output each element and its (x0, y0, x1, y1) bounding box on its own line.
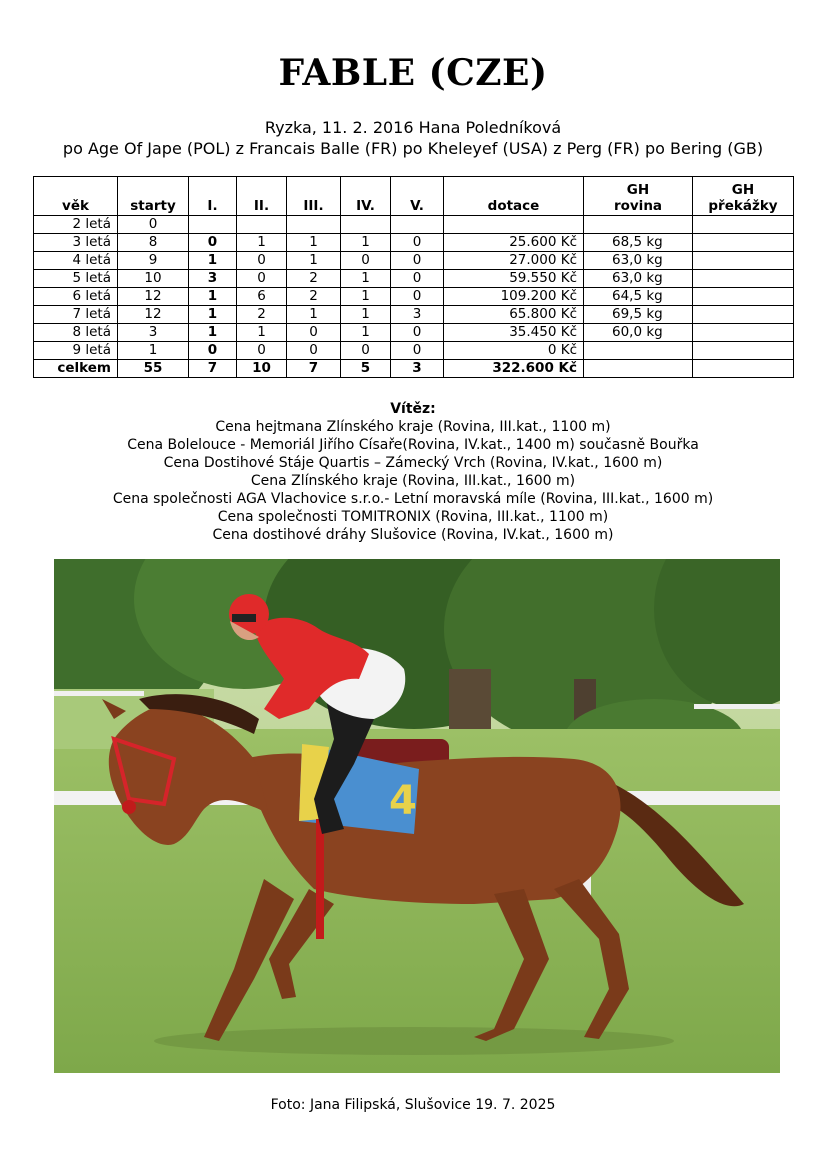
winner-race: Cena Dostihové Stáje Quartis – Zámecký Vrch (Rovina, IV.kat., 1600 m) (163, 455, 663, 471)
cell-starts: 0 (118, 216, 189, 234)
table-row (34, 216, 794, 234)
table-row (34, 306, 794, 324)
cell-gh-jump (693, 234, 794, 252)
cell-p1: 7 (189, 360, 237, 378)
table-row (34, 324, 794, 342)
cell-gh-jump (693, 288, 794, 306)
cell-prize: 25.600 Kč (444, 234, 584, 252)
cell-p5 (391, 216, 444, 234)
cell-starts: 9 (118, 252, 189, 270)
cell-p1: 1 (189, 324, 237, 342)
cell-p5: 0 (391, 252, 444, 270)
horse-name-title: FABLE (CZE) (278, 52, 548, 94)
cell-p1: 3 (189, 270, 237, 288)
cell-p2: 10 (237, 360, 287, 378)
cell-p5: 0 (391, 342, 444, 360)
cell-p5: 0 (391, 270, 444, 288)
cell-p4: 0 (341, 342, 391, 360)
col-fourth: IV. (341, 177, 391, 216)
cell-p2: 0 (237, 270, 287, 288)
cell-p5: 0 (391, 234, 444, 252)
table-row (34, 234, 794, 252)
cell-age: 6 letá (34, 288, 118, 306)
cell-p3: 2 (287, 270, 341, 288)
winner-race: Cena společnosti TOMITRONIX (Rovina, III.kat., 1100 m) (217, 509, 609, 525)
cell-p3: 1 (287, 252, 341, 270)
cell-p2: 6 (237, 288, 287, 306)
cell-starts: 12 (118, 306, 189, 324)
cell-starts: 55 (118, 360, 189, 378)
winner-race: Cena hejtmana Zlínského kraje (Rovina, III.kat., 1100 m) (215, 419, 611, 435)
winner-race: Cena Bolelouce - Memoriál Jiřího Císaře(Rovina, IV.kat., 1400 m) současně Bouřka (127, 437, 699, 453)
race-photo (54, 559, 780, 1073)
cell-gh-jump (693, 216, 794, 234)
cell-age: 2 letá (34, 216, 118, 234)
cell-p1: 1 (189, 306, 237, 324)
cell-p3: 0 (287, 342, 341, 360)
cell-starts: 1 (118, 342, 189, 360)
cell-prize: 27.000 Kč (444, 252, 584, 270)
cell-p3: 7 (287, 360, 341, 378)
cell-p3: 2 (287, 288, 341, 306)
photo-caption: Foto: Jana Filipská, Slušovice 19. 7. 2025 (270, 1097, 556, 1113)
horse-and-jockey-illustration (54, 559, 780, 1073)
cell-gh-jump (693, 270, 794, 288)
cell-p1: 0 (189, 342, 237, 360)
cell-p4: 1 (341, 270, 391, 288)
winners-heading: Vítěz: (390, 401, 436, 417)
cell-gh-jump (693, 360, 794, 378)
cell-prize: 59.550 Kč (444, 270, 584, 288)
cell-p1 (189, 216, 237, 234)
cell-age: 8 letá (34, 324, 118, 342)
winner-race: Cena Zlínského kraje (Rovina, III.kat., 1600 m) (250, 473, 576, 489)
winner-race: Cena společnosti AGA Vlachovice s.r.o.- Letní moravská míle (Rovina, III.kat., 1600 m) (112, 491, 714, 507)
col-gh-jump-line1: GH (731, 182, 755, 198)
cell-age: 7 letá (34, 306, 118, 324)
cell-age: 4 letá (34, 252, 118, 270)
winners-list (0, 418, 826, 544)
cell-prize: 0 Kč (444, 342, 584, 360)
cell-age: 9 letá (34, 342, 118, 360)
cell-p1: 0 (189, 234, 237, 252)
col-fifth: V. (391, 177, 444, 216)
col-prize: dotace (444, 177, 584, 216)
col-gh-flat-line2: rovina (613, 198, 663, 214)
cell-p3 (287, 216, 341, 234)
cell-gh-flat: 63,0 kg (584, 270, 693, 288)
cell-gh-jump (693, 324, 794, 342)
cell-gh-flat: 68,5 kg (584, 234, 693, 252)
cell-p4: 1 (341, 324, 391, 342)
cell-p5: 3 (391, 306, 444, 324)
cell-p2: 2 (237, 306, 287, 324)
cell-prize (444, 216, 584, 234)
table-row (34, 288, 794, 306)
table-row (34, 252, 794, 270)
cell-p1: 1 (189, 288, 237, 306)
cell-p5: 0 (391, 324, 444, 342)
winners-section (0, 400, 826, 544)
cell-p3: 1 (287, 306, 341, 324)
cell-gh-jump (693, 306, 794, 324)
birth-info: Ryzka, 11. 2. 2016 Hana Poledníková (264, 118, 562, 137)
cell-gh-jump (693, 252, 794, 270)
cell-gh-flat: 60,0 kg (584, 324, 693, 342)
cell-p1: 1 (189, 252, 237, 270)
winner-race: Cena dostihové dráhy Slušovice (Rovina, IV.kat., 1600 m) (212, 527, 614, 543)
cell-prize: 322.600 Kč (444, 360, 584, 378)
pedigree-line: po Age Of Jape (POL) z Francais Balle (FR) po Kheleyef (USA) z Perg (FR) po Bering (GB) (62, 139, 764, 158)
cell-starts: 8 (118, 234, 189, 252)
table-header-row (34, 177, 794, 216)
cell-p4 (341, 216, 391, 234)
cell-p2: 1 (237, 234, 287, 252)
table-total-row (34, 360, 794, 378)
col-gh-jump-line2: překážky (708, 198, 778, 214)
col-starts: starty (118, 177, 189, 216)
table-row (34, 342, 794, 360)
col-age: věk (34, 177, 118, 216)
cell-p4: 1 (341, 234, 391, 252)
cell-p4: 0 (341, 252, 391, 270)
col-third: III. (287, 177, 341, 216)
cell-p4: 5 (341, 360, 391, 378)
cell-age: 5 letá (34, 270, 118, 288)
cell-starts: 3 (118, 324, 189, 342)
cell-p3: 1 (287, 234, 341, 252)
cell-gh-flat: 63,0 kg (584, 252, 693, 270)
cell-p2: 0 (237, 342, 287, 360)
cell-p4: 1 (341, 288, 391, 306)
cell-p5: 3 (391, 360, 444, 378)
cell-starts: 10 (118, 270, 189, 288)
cell-prize: 109.200 Kč (444, 288, 584, 306)
cell-gh-flat (584, 360, 693, 378)
cell-p2: 1 (237, 324, 287, 342)
cell-p5: 0 (391, 288, 444, 306)
table-row (34, 270, 794, 288)
col-gh-flat (584, 177, 693, 216)
cell-gh-jump (693, 342, 794, 360)
col-gh-jump (693, 177, 794, 216)
saddle-cloth-number: 4 (389, 778, 417, 824)
cell-gh-flat (584, 342, 693, 360)
career-stats-table (33, 176, 794, 378)
cell-gh-flat (584, 216, 693, 234)
col-first: I. (189, 177, 237, 216)
cell-age: celkem (34, 360, 118, 378)
cell-gh-flat: 69,5 kg (584, 306, 693, 324)
cell-prize: 65.800 Kč (444, 306, 584, 324)
col-gh-flat-line1: GH (626, 182, 650, 198)
col-second: II. (237, 177, 287, 216)
cell-prize: 35.450 Kč (444, 324, 584, 342)
cell-p2 (237, 216, 287, 234)
cell-p2: 0 (237, 252, 287, 270)
cell-gh-flat: 64,5 kg (584, 288, 693, 306)
cell-p4: 1 (341, 306, 391, 324)
cell-starts: 12 (118, 288, 189, 306)
cell-p3: 0 (287, 324, 341, 342)
cell-age: 3 letá (34, 234, 118, 252)
